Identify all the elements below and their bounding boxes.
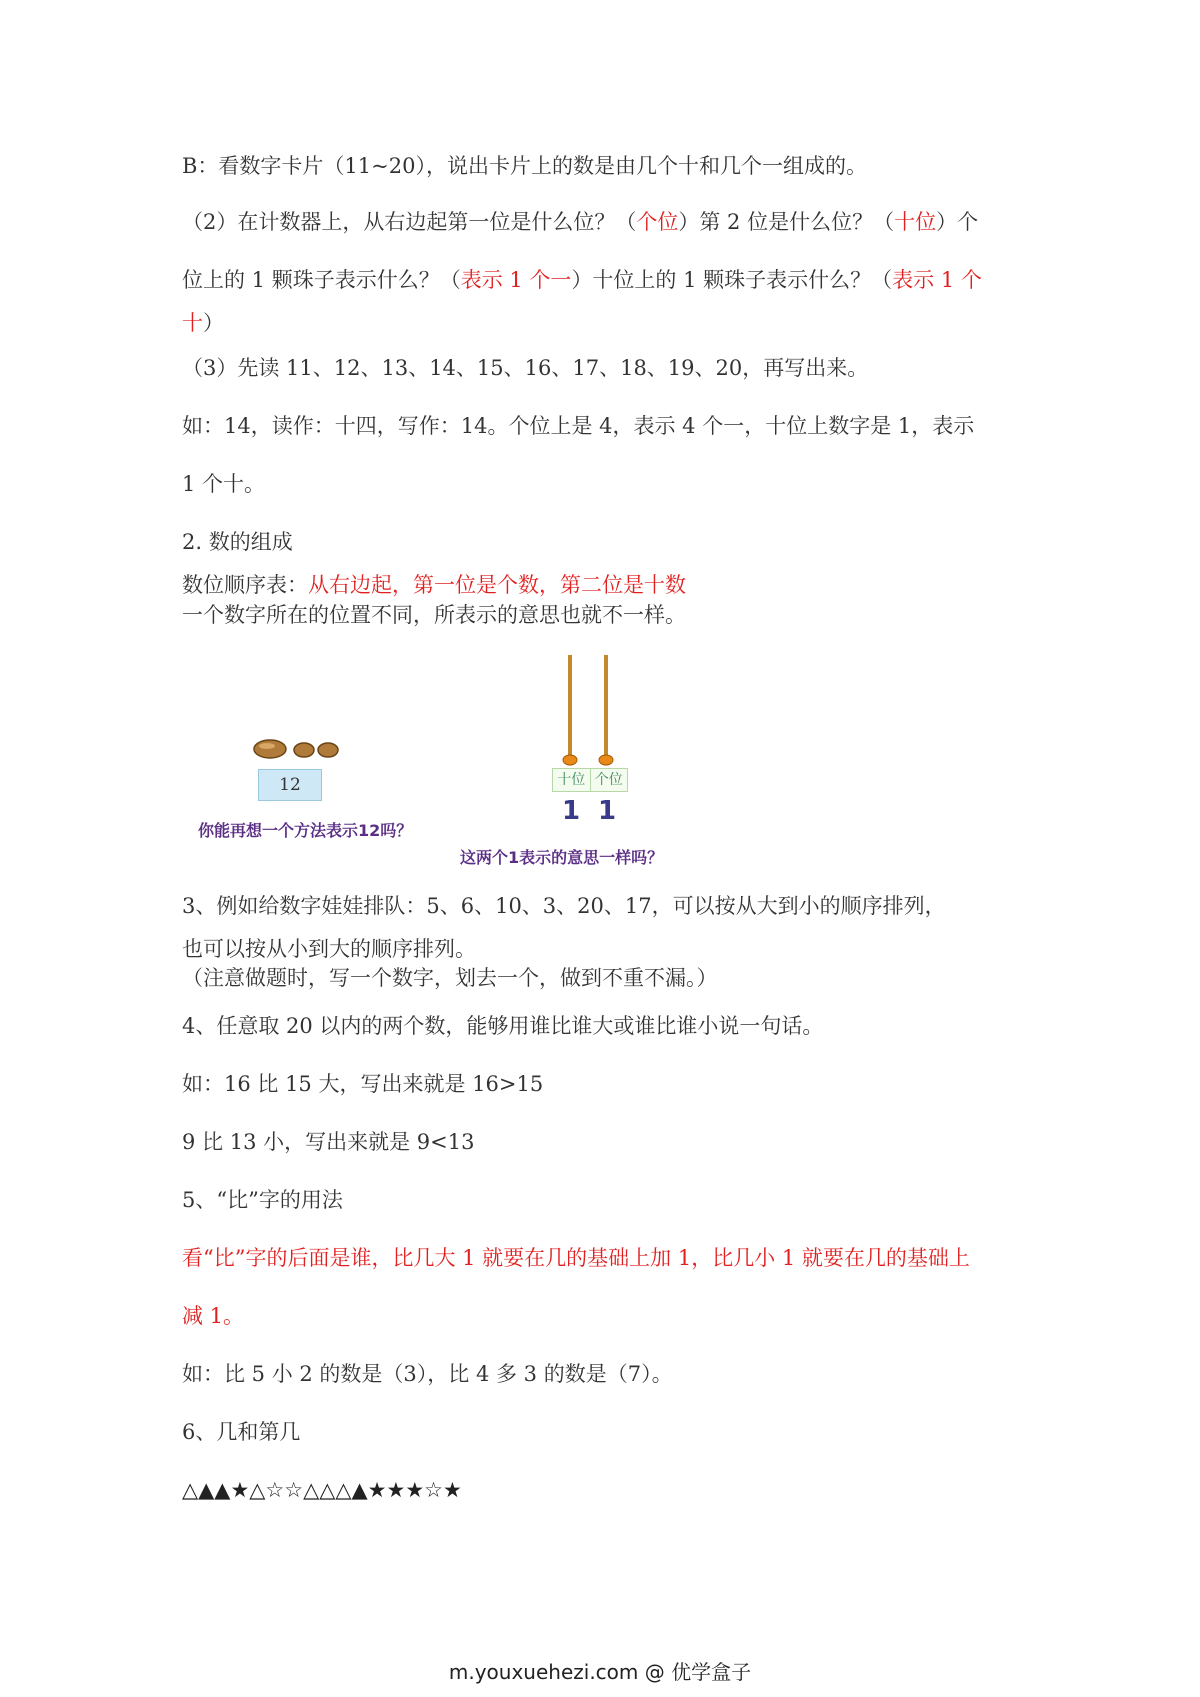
- section-3-line1: 3、例如给数字娃娃排队：5、6、10、3、20、17，可以按从大到小的顺序排列，: [182, 894, 946, 918]
- line-example-14-end: 1 个十。: [182, 472, 266, 496]
- q2c-answer-ten-end: 十: [182, 311, 203, 335]
- example-16-15: 如：16 比 15 大，写出来就是 16>15: [182, 1072, 544, 1096]
- bead-ones: [599, 755, 613, 765]
- stones-illustration: [252, 735, 342, 763]
- q2b-answer-one: 表示 1 个一: [460, 268, 572, 292]
- q2b-text-c: ）十位上的 1 颗珠子表示什么？（: [571, 268, 893, 292]
- number-card: 12: [258, 769, 322, 801]
- q2b-answer-ten: 表示 1 个: [892, 268, 982, 292]
- question-represent-12: 你能再想一个方法表示12吗？: [198, 821, 413, 840]
- q2c-close: ）: [203, 311, 224, 335]
- line-q3: （3）先读 11、12、13、14、15、16、17、18、19、20，再写出来。: [182, 356, 869, 380]
- place-label-box: [552, 768, 628, 792]
- line-example-14: 如：14，读作：十四，写作：14。个位上是 4，表示 4 个一，十位上数字是 1，表示: [182, 414, 975, 438]
- section-6-title: 6、几和第几: [182, 1420, 301, 1444]
- line-place-order: [182, 570, 686, 600]
- digit-ones: 1: [597, 796, 617, 826]
- line-position-meaning: 一个数字所在的位置不同，所表示的意思也就不一样。: [182, 603, 686, 627]
- section-2-title: 2. 数的组成: [182, 530, 293, 554]
- tens-place-label: 十位: [553, 769, 591, 791]
- footer-watermark: m.youxuehezi.com @ 优学盒子: [448, 1660, 752, 1684]
- figure-place-value: [190, 655, 710, 870]
- bead-tens: [563, 755, 577, 765]
- line-q2c: [182, 308, 224, 338]
- line-q2: [182, 207, 978, 237]
- section-5-title: 5、“比”字的用法: [182, 1188, 343, 1212]
- line-q2b: [182, 265, 982, 295]
- q2-answer-ones: 个位: [636, 210, 679, 234]
- ones-place-label: 个位: [594, 772, 623, 788]
- q2-text-a: （2）在计数器上，从右边起第一位是什么位？（: [182, 210, 637, 234]
- shape-sequence: △▲▲★△☆☆△△△▲★★★☆★: [182, 1478, 462, 1502]
- q2-text-e: ）个: [936, 210, 979, 234]
- section-4-title: 4、任意取 20 以内的两个数，能够用谁比谁大或谁比谁小说一句话。: [182, 1014, 824, 1038]
- section-3-line2: 也可以按从小到大的顺序排列。: [182, 937, 476, 961]
- example-9-13: 9 比 13 小，写出来就是 9<13: [182, 1130, 475, 1154]
- q2-text-c: ）第 2 位是什么位？（: [678, 210, 895, 234]
- example-bi: 如：比 5 小 2 的数是（3），比 4 多 3 的数是（7）。: [182, 1362, 673, 1386]
- digit-tens: 1: [561, 796, 581, 826]
- place-order-label: 数位顺序表：: [182, 573, 308, 597]
- abacus-rods: [560, 655, 620, 770]
- place-order-rule: 从右边起，第一位是个数，第二位是十数: [308, 573, 686, 597]
- q2-answer-tens: 十位: [894, 210, 937, 234]
- rule-bi-line1: 看“比”字的后面是谁，比几大 1 就要在几的基础上加 1，比几小 1 就要在几的基础上: [182, 1246, 970, 1270]
- rule-bi-line2: 减 1。: [182, 1304, 245, 1328]
- section-3-note: （注意做题时，写一个数字，划去一个，做到不重不漏。）: [182, 966, 718, 990]
- line-b-cards: B：看数字卡片（11~20），说出卡片上的数是由几个十和几个一组成的。: [182, 154, 867, 178]
- q2b-text-a: 位上的 1 颗珠子表示什么？（: [182, 268, 461, 292]
- question-two-ones: 这两个1表示的意思一样吗？: [460, 848, 664, 867]
